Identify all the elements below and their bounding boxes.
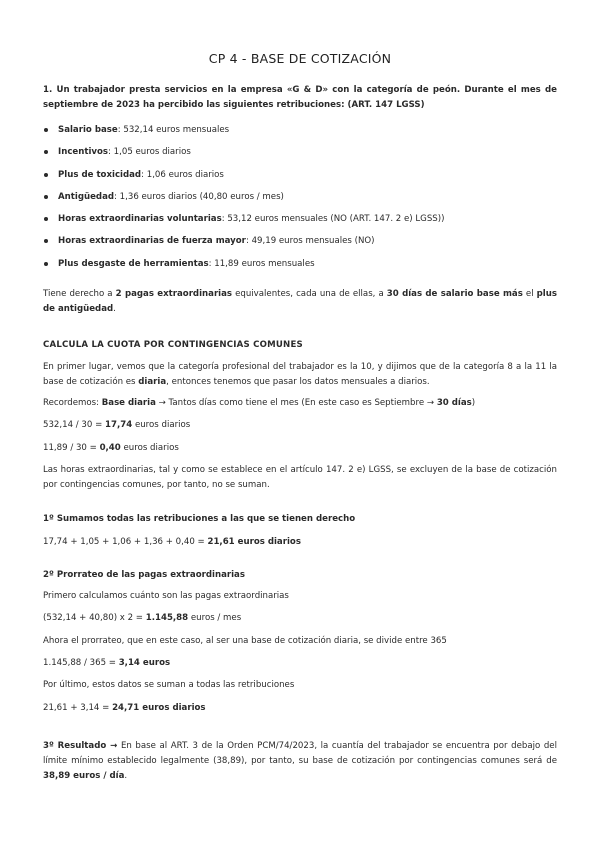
text-span: En base al ART. 3 de la Orden PCM/74/2023, la cuantía del trabajador se encuentra por debajo del límite mínimo establecido legalmente (38,89), por tanto, su base de cotización por contingencias comunes será de bbox=[43, 740, 557, 766]
text-span: 1.145,88 / 365 = bbox=[43, 657, 119, 668]
text-span: 21,61 + 3,14 = bbox=[43, 702, 113, 713]
retribuciones-list bbox=[43, 119, 557, 275]
text-span: . bbox=[124, 770, 128, 781]
list-item bbox=[43, 119, 557, 141]
bold-span: plus de antigüedad bbox=[43, 289, 557, 315]
bold-span: 38,89 euros / día bbox=[43, 770, 125, 781]
text-span: euros / mes bbox=[188, 613, 242, 624]
list-item bbox=[43, 186, 557, 208]
text-span: euros diarios bbox=[120, 442, 179, 453]
list-item bbox=[43, 208, 557, 230]
calc-line-salario bbox=[43, 414, 557, 436]
bold-span: 24,71 euros diarios bbox=[112, 702, 206, 713]
page-title: CP 4 - BASE DE COTIZACIÓN bbox=[208, 51, 392, 66]
bullet-icon bbox=[44, 239, 48, 243]
step-3-result bbox=[43, 739, 557, 784]
step-1-sum bbox=[43, 531, 557, 553]
text-span: euros diarios bbox=[132, 420, 191, 431]
text-span: , entonces tenemos que pasar los datos mensuales a diarios. bbox=[166, 377, 430, 387]
step-2-paragraph-2: Ahora el prorrateo, que en este caso, al ser una base de cotización diaria, se divide entre 365 bbox=[43, 635, 447, 646]
item-label: Salario base bbox=[58, 125, 118, 135]
item-text: : 49,19 euros mensuales (NO) bbox=[245, 236, 375, 247]
item-label: Horas extraordinarias de fuerza mayor bbox=[58, 236, 246, 247]
bullet-icon bbox=[44, 173, 48, 177]
bullet-icon bbox=[44, 195, 48, 199]
bold-span: 2 pagas extraordinarias bbox=[115, 289, 233, 300]
text-span: 17,74 + 1,05 + 1,06 + 1,36 + 0,40 = bbox=[43, 536, 208, 547]
calc-line-plus bbox=[43, 437, 557, 459]
list-item bbox=[43, 253, 557, 275]
text-span: . bbox=[113, 304, 116, 315]
step-2-line-3 bbox=[43, 697, 557, 719]
item-text: : 1,36 euros diarios (40,80 euros / mes) bbox=[114, 191, 284, 202]
item-label: Plus desgaste de herramientas bbox=[58, 258, 209, 269]
bold-span: 0,40 bbox=[99, 442, 121, 453]
calc-paragraph-2 bbox=[43, 392, 557, 414]
bold-span: 30 días bbox=[436, 398, 472, 408]
text-span: (532,14 + 40,80) x 2 = bbox=[43, 613, 146, 624]
item-text: : 1,05 euros diarios bbox=[108, 147, 191, 158]
bold-span: diaria bbox=[138, 377, 167, 387]
text-span: el bbox=[522, 289, 537, 300]
bold-span: 17,74 bbox=[105, 420, 133, 431]
bullet-icon bbox=[44, 150, 48, 154]
step-2-paragraph-3: Por último, estos datos se suman a todas las retribuciones bbox=[43, 680, 295, 691]
step-1-heading: 1º Sumamos todas las retribuciones a las que se tienen derecho bbox=[43, 513, 356, 524]
text-span: equivalentes, cada una de ellas, a bbox=[232, 289, 387, 300]
bold-span: 1.145,88 bbox=[145, 613, 189, 624]
bold-span: 30 días de salario base más bbox=[386, 289, 523, 300]
list-item bbox=[43, 164, 557, 186]
bullet-icon bbox=[44, 262, 48, 266]
text-span: 532,14 / 30 = bbox=[43, 420, 106, 431]
item-label: Plus de toxicidad bbox=[58, 169, 142, 180]
bullet-icon bbox=[44, 217, 48, 221]
step-2-paragraph-1: Primero calculamos cuánto son las pagas extraordinarias bbox=[43, 591, 289, 602]
bold-span: 3,14 euros bbox=[118, 657, 171, 668]
bullet-icon bbox=[44, 128, 48, 132]
item-text: : 1,06 euros diarios bbox=[141, 169, 224, 180]
item-text: : 53,12 euros mensuales (NO (ART. 147. 2 e) LGSS)) bbox=[221, 214, 445, 225]
bold-span: 3º Resultado → bbox=[43, 740, 118, 751]
bold-span: 21,61 euros diarios bbox=[207, 536, 301, 547]
text-span: Recordemos: bbox=[43, 398, 102, 408]
question-1-intro-text: 1. Un trabajador presta servicios en la empresa «G & D» con la categoría de peón. Durante el mes de septiembre de 2023 ha percibido las siguientes retribuciones: (ART. 147 LGSS) bbox=[43, 85, 557, 110]
item-text: : 11,89 euros mensuales bbox=[208, 258, 315, 269]
item-label: Horas extraordinarias voluntarias bbox=[58, 214, 222, 225]
calc-paragraph-1 bbox=[43, 360, 557, 390]
text-span: ) bbox=[471, 398, 476, 408]
step-2-heading: 2º Prorrateo de las pagas extraordinarias bbox=[43, 570, 245, 581]
list-item bbox=[43, 230, 557, 252]
section-heading-calcula: CALCULA LA CUOTA POR CONTINGENCIAS COMUNES bbox=[43, 340, 303, 351]
list-item bbox=[43, 141, 557, 163]
item-label: Antigüedad bbox=[58, 191, 115, 202]
item-text: : 532,14 euros mensuales bbox=[117, 125, 230, 135]
text-span: Tiene derecho a bbox=[43, 289, 116, 300]
bold-span: Base diaria bbox=[101, 398, 156, 408]
pagas-extraordinarias-text bbox=[43, 287, 557, 317]
calc-paragraph-3: Las horas extraordinarias, tal y como se establece en el artículo 147. 2 e) LGSS, se excluyen de la base de cotización por contingencias comunes, por tanto, no se suman. bbox=[43, 464, 557, 490]
text-span: 11,89 / 30 = bbox=[43, 442, 100, 453]
text-span: En primer lugar, vemos que la categoría profesional del trabajador es la 10, y dijimos que de la categoría 8 a la 11 la base de cotización es bbox=[43, 362, 557, 387]
item-label: Incentivos bbox=[58, 147, 109, 158]
step-2-line-1 bbox=[43, 607, 557, 629]
step-2-line-2 bbox=[43, 652, 557, 674]
question-1-intro bbox=[43, 83, 557, 113]
text-span: → Tantos días como tiene el mes (En este caso es Septiembre → bbox=[155, 398, 437, 408]
